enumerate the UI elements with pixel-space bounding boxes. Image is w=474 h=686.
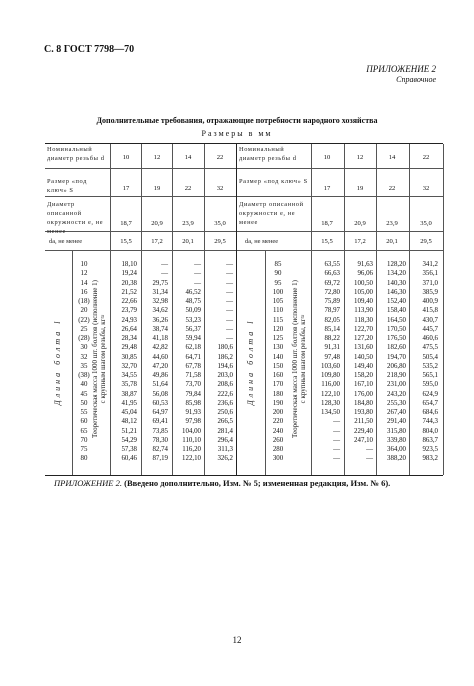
bolt-length-cell: 50: [80, 399, 88, 407]
mass-cell: 218,90: [387, 372, 406, 379]
mass-cell: 194,6: [217, 362, 233, 370]
mass-label-left-1: Теоретическая масса 1000 шт. болтов (исполнение 1): [91, 280, 99, 438]
mass-cell: 69,41: [152, 418, 168, 426]
mass-cell: 158,40: [387, 307, 406, 315]
bolt-length-cell: (22): [78, 316, 90, 324]
mass-cell: —: [226, 316, 233, 324]
mass-cell: 32,98: [152, 298, 168, 305]
mass-cell: 82,74: [152, 446, 168, 453]
key-value: 32: [216, 185, 224, 192]
mass-cell: 923,5: [422, 446, 438, 453]
mass-cell: 243,20: [387, 390, 406, 398]
mass-cell: 296,4: [217, 436, 233, 444]
mass-cell: 73,85: [152, 427, 168, 435]
mass-cell: 59,94: [185, 335, 201, 342]
bolt-length-cell: 180: [272, 390, 284, 398]
thread-value: 22: [216, 154, 224, 161]
bolt-length-cell: 20: [80, 307, 88, 315]
bolt-length-cell: 200: [272, 409, 284, 416]
diameter-value: 23,9: [386, 220, 398, 227]
mass-cell: 85,98: [185, 399, 201, 407]
mass-cell: 29,75: [152, 279, 168, 287]
bolt-length-cell: 260: [272, 436, 284, 444]
mass-cell: 48,75: [185, 298, 201, 305]
length-column-left: [72, 260, 96, 464]
mass-cell: 146,30: [387, 288, 406, 296]
mass-cell: 356,1: [422, 270, 438, 278]
mass-cell: 415,8: [422, 307, 438, 315]
mass-cell: —: [194, 279, 201, 287]
bolt-length-cell: 110: [272, 307, 284, 315]
mass-cell: 863,7: [422, 436, 438, 444]
mass-cell: 42,82: [152, 344, 168, 352]
appendix-subtitle: Справочное: [396, 75, 436, 84]
bolt-length-cell: 14: [80, 279, 88, 287]
mass-cell: —: [226, 288, 233, 296]
bolt-length-cell: (38): [78, 372, 90, 379]
mass-cell: 63,55: [324, 261, 340, 268]
bolt-length-cell: 130: [272, 344, 284, 352]
units-caption: Размеры в мм: [201, 129, 273, 138]
mass-cell: 341,2: [422, 261, 438, 268]
da-value: 17,2: [151, 238, 163, 245]
bolt-length-cell: 120: [272, 325, 284, 333]
mass-cell: 60,53: [152, 399, 168, 407]
mass-cell: 206,80: [387, 362, 406, 370]
thread-value: 10: [323, 154, 331, 161]
mass-cell: 88,22: [324, 335, 340, 342]
mass-cell: 24,93: [121, 316, 137, 324]
mass-cell: 49,86: [152, 372, 168, 379]
diameter-value: 20,9: [354, 220, 366, 227]
mass-cell: 20,38: [121, 279, 137, 287]
mass-cell: —: [366, 446, 373, 453]
key-value: 17: [323, 185, 331, 192]
mass-cell: 100,50: [354, 279, 373, 287]
mass-cell: 51,21: [121, 427, 137, 435]
mass-cell: 30,85: [121, 353, 137, 361]
thread-value: 12: [153, 154, 161, 161]
mass-cell: 45,04: [121, 409, 137, 416]
mass-cell: 122,70: [354, 325, 373, 333]
mass-cell: 69,72: [324, 279, 340, 287]
mass-cell: —: [161, 270, 168, 278]
bolt-length-cell: 75: [80, 446, 88, 453]
diameter-value: 23,9: [182, 220, 194, 227]
mass-cell: 167,10: [354, 381, 373, 389]
diameter-value: 35,0: [214, 220, 226, 227]
thread-label-right: Номинальный диаметр резьбы d: [239, 146, 297, 162]
mass-cell: 29,48: [121, 344, 137, 352]
mass-cell: 41,95: [121, 399, 137, 407]
mass-cell: 339,80: [387, 436, 406, 444]
bolt-length-cell: 40: [80, 381, 88, 389]
mass-cell: 64,71: [185, 353, 201, 361]
mass-cell: 535,2: [422, 362, 438, 370]
mass-cell: 110,10: [182, 436, 201, 444]
mass-cell: 164,50: [387, 316, 406, 324]
mass-cell: 44,60: [152, 353, 168, 361]
mass-cell: 184,80: [354, 399, 373, 407]
mass-cell: 385,9: [422, 288, 438, 296]
mass-cell: —: [366, 455, 373, 463]
mass-cell: 475,5: [422, 344, 438, 352]
mass-cell: 194,70: [387, 353, 406, 361]
mass-cell: 105,00: [354, 288, 373, 296]
mass-cell: 388,20: [387, 455, 406, 463]
mass-cell: 35,78: [121, 381, 137, 389]
mass-cell: 72,80: [324, 288, 340, 296]
mass-cell: 311,3: [217, 446, 233, 453]
bolt-length-cell: 60: [80, 418, 88, 426]
mass-cell: 565,1: [422, 372, 438, 379]
thread-value: 10: [122, 154, 130, 161]
mass-cell: 176,00: [354, 390, 373, 398]
mass-cell: 96,06: [357, 270, 373, 278]
mass-cell: 505,4: [422, 353, 438, 361]
mass-cell: 31,34: [152, 288, 168, 296]
bolt-length-cell: 25: [80, 325, 88, 333]
key-value: 19: [153, 185, 161, 192]
bolt-length-cell: 190: [272, 399, 284, 407]
mass-cell: 91,93: [185, 409, 201, 416]
key-label-right: Размер «под ключ» S: [239, 178, 308, 185]
bolt-length-cell: 12: [80, 270, 88, 278]
mass-cell: 654,7: [422, 399, 438, 407]
bolt-length-cell: 65: [80, 427, 88, 435]
key-value: 22: [184, 185, 192, 192]
bolt-length-cell: 105: [272, 298, 284, 305]
page-number: 12: [232, 635, 242, 645]
da-value: 17,2: [354, 238, 366, 245]
da-value: 15,5: [120, 238, 132, 245]
da-value: 15,5: [321, 238, 333, 245]
mass-cell: 176,50: [387, 335, 406, 342]
mass-cell: 97,98: [185, 418, 201, 426]
diameter-value: 18,7: [120, 220, 132, 227]
mass-cell: 62,18: [185, 344, 201, 352]
key-label-left: Размер «под ключ» S: [47, 178, 87, 194]
bolt-length-cell: 35: [80, 362, 88, 370]
bolt-length-cell: 125: [272, 335, 284, 342]
mass-cell: 34,62: [152, 307, 168, 315]
mass-cell: 50,09: [185, 307, 201, 315]
mass-cell: 315,80: [387, 427, 406, 435]
mass-cell: 208,6: [217, 381, 233, 389]
mass-cell: —: [333, 427, 340, 435]
diameter-label-left: Диаметр описанной окружности e, не менее: [47, 201, 104, 235]
mass-cell: 193,80: [354, 409, 373, 416]
mass-cell: 266,5: [217, 418, 233, 426]
mass-cell: 128,30: [321, 399, 340, 407]
mass-label-left-2: с крупным шагом резьбы, кг≈: [99, 314, 107, 404]
bolt-length-cell: 150: [272, 362, 284, 370]
mass-cell: 140,50: [354, 353, 373, 361]
mass-cell: 236,6: [217, 399, 233, 407]
mass-column: [205, 260, 233, 464]
mass-cell: 28,34: [121, 335, 137, 342]
mass-cell: 180,6: [217, 344, 233, 352]
mass-cell: 326,2: [217, 455, 233, 463]
diameter-label-right: Диаметр описанной окружности e, не менее: [239, 201, 304, 226]
note-text: (Введено дополнительно, Изм. № 5; измененная редакция, Изм. № 6).: [122, 478, 391, 488]
mass-label-right-1: Теоретическая масса 1000 шт. болтов (исполнение 1): [291, 280, 299, 438]
mass-cell: 104,00: [182, 427, 201, 435]
mass-cell: —: [333, 446, 340, 453]
mass-cell: 684,6: [422, 409, 438, 416]
mass-cell: 23,79: [121, 307, 137, 315]
mass-cell: 109,80: [321, 372, 340, 379]
mass-cell: 152,40: [387, 298, 406, 305]
mass-cell: 109,40: [354, 298, 373, 305]
mass-cell: 75,89: [324, 298, 340, 305]
length-label-right: Длина болта l: [246, 318, 255, 406]
mass-cell: 79,84: [185, 390, 201, 398]
mass-cell: 267,40: [387, 409, 406, 416]
key-value: 17: [122, 185, 130, 192]
mass-cell: —: [333, 455, 340, 463]
mass-cell: 87,19: [152, 455, 168, 463]
mass-cell: 34,55: [121, 372, 137, 379]
mass-cell: 229,40: [354, 427, 373, 435]
appendix-title: ПРИЛОЖЕНИЕ 2: [366, 64, 436, 74]
bolt-length-cell: 100: [272, 288, 284, 296]
bolt-length-cell: 280: [272, 446, 284, 453]
mass-cell: 66,63: [324, 270, 340, 278]
bolt-length-cell: 220: [272, 418, 284, 426]
mass-cell: 60,46: [121, 455, 137, 463]
diameter-value: 35,0: [420, 220, 432, 227]
mass-cell: 371,0: [422, 279, 438, 287]
mass-cell: 149,40: [354, 362, 373, 370]
mass-cell: 18,10: [121, 261, 137, 268]
da-value: 29,5: [420, 238, 432, 245]
mass-cell: 127,20: [354, 335, 373, 342]
mass-cell: 250,6: [217, 409, 233, 416]
bolt-length-cell: 10: [80, 261, 88, 268]
mass-cell: 78,97: [324, 307, 340, 315]
mass-label-right-2: с крупным шагом резьбы, кг≈: [299, 314, 307, 404]
mass-cell: 91,63: [357, 261, 373, 268]
mass-cell: —: [226, 325, 233, 333]
bolt-length-cell: 85: [274, 261, 282, 268]
mass-cell: 85,14: [324, 325, 340, 333]
mass-cell: —: [226, 307, 233, 315]
da-value: 20,1: [386, 238, 398, 245]
mass-column: [111, 260, 137, 464]
bolt-length-cell: 32: [80, 353, 88, 361]
mass-cell: 47,20: [152, 362, 168, 370]
key-value: 32: [422, 185, 430, 192]
mass-cell: 186,2: [217, 353, 233, 361]
running-header: С. 8 ГОСТ 7798—70: [44, 44, 135, 55]
mass-cell: 103,60: [321, 362, 340, 370]
mass-cell: 134,50: [321, 409, 340, 416]
mass-cell: 73,70: [185, 381, 201, 389]
mass-cell: 113,90: [354, 307, 373, 315]
length-label-left: Длина болта l: [53, 318, 62, 406]
mass-cell: 118,30: [354, 316, 373, 324]
mass-cell: —: [226, 270, 233, 278]
bolt-length-cell: 90: [274, 270, 282, 278]
thread-value: 12: [356, 154, 364, 161]
mass-cell: 804,0: [422, 427, 438, 435]
bolt-length-cell: 55: [80, 409, 88, 416]
bolt-length-cell: (18): [78, 298, 90, 305]
mass-cell: 134,20: [387, 270, 406, 278]
mass-cell: —: [226, 279, 233, 287]
mass-cell: 82,05: [324, 316, 340, 324]
mass-cell: 56,08: [152, 390, 168, 398]
mass-cell: 460,6: [422, 335, 438, 342]
thread-value: 14: [184, 154, 192, 161]
bolt-table: [45, 143, 443, 476]
mass-cell: 203,0: [217, 372, 233, 379]
length-column-right: [265, 260, 291, 464]
mass-cell: —: [194, 261, 201, 268]
bolt-length-cell: 160: [272, 372, 284, 379]
mass-cell: 131,60: [354, 344, 373, 352]
mass-cell: 182,60: [387, 344, 406, 352]
thread-value: 22: [422, 154, 430, 161]
da-label-right: da, не менее: [245, 238, 279, 245]
mass-cell: 46,52: [185, 288, 201, 296]
mass-cell: 26,64: [121, 325, 137, 333]
bolt-length-cell: (28): [78, 335, 90, 342]
mass-cell: 22,66: [121, 298, 137, 305]
mass-cell: 36,26: [152, 316, 168, 324]
bolt-length-cell: 45: [80, 390, 88, 398]
key-value: 22: [388, 185, 396, 192]
mass-cell: 38,74: [152, 325, 168, 333]
bolt-length-cell: 95: [274, 279, 282, 287]
mass-cell: 19,24: [121, 270, 137, 278]
mass-column: [142, 260, 168, 464]
mass-cell: 54,29: [121, 436, 137, 444]
mass-cell: 78,30: [152, 436, 168, 444]
bolt-length-cell: 300: [272, 455, 284, 463]
mass-cell: —: [194, 270, 201, 278]
mass-cell: 57,38: [121, 446, 137, 453]
mass-cell: 281,4: [217, 427, 233, 435]
bolt-length-cell: 30: [80, 344, 88, 352]
diameter-value: 18,7: [321, 220, 333, 227]
mass-cell: 624,9: [422, 390, 438, 398]
mass-cell: —: [333, 436, 340, 444]
mass-cell: 291,40: [387, 418, 406, 426]
mass-cell: 122,10: [182, 455, 201, 463]
mass-cell: 744,3: [422, 418, 438, 426]
mass-cell: 97,48: [324, 353, 340, 361]
mass-cell: —: [226, 335, 233, 342]
mass-cell: —: [226, 261, 233, 268]
amendment-note: [54, 478, 390, 488]
note-prefix: ПРИЛОЖЕНИЕ 2.: [54, 478, 122, 488]
mass-cell: 445,7: [422, 325, 438, 333]
mass-cell: 38,87: [121, 390, 137, 398]
bolt-length-cell: 170: [272, 381, 284, 389]
thread-label-left: Номинальный диаметр резьбы d: [47, 146, 105, 162]
mass-cell: 231,00: [387, 381, 406, 389]
thread-value: 14: [388, 154, 396, 161]
mass-cell: 400,9: [422, 298, 438, 305]
mass-cell: 983,2: [422, 455, 438, 463]
da-label-left: da, не менее: [49, 238, 83, 245]
mass-cell: 91,31: [324, 344, 340, 352]
mass-cell: 595,0: [422, 381, 438, 389]
key-value: 19: [356, 185, 364, 192]
bolt-length-cell: 16: [80, 288, 88, 296]
mass-cell: 222,6: [217, 390, 233, 398]
da-value: 29,5: [214, 238, 226, 245]
mass-cell: —: [226, 298, 233, 305]
mass-cell: 71,58: [185, 372, 201, 379]
mass-column: [345, 260, 373, 464]
mass-cell: 211,50: [354, 418, 373, 426]
mass-cell: 255,30: [387, 399, 406, 407]
mass-cell: 128,20: [387, 261, 406, 268]
mass-column: [410, 260, 438, 464]
mass-cell: 122,10: [321, 390, 340, 398]
bolt-length-cell: 240: [272, 427, 284, 435]
mass-cell: 67,78: [185, 362, 201, 370]
mass-cell: 53,23: [185, 316, 201, 324]
bolt-length-cell: 80: [80, 455, 88, 463]
bolt-length-cell: 70: [80, 436, 88, 444]
mass-cell: 364,00: [387, 446, 406, 453]
mass-cell: 51,64: [152, 381, 168, 389]
mass-cell: 116,20: [182, 446, 201, 453]
diameter-value: 20,9: [151, 220, 163, 227]
mass-cell: —: [333, 418, 340, 426]
mass-column: [377, 260, 406, 464]
da-value: 20,1: [182, 238, 194, 245]
mass-cell: 48,12: [121, 418, 137, 426]
mass-cell: 247,10: [354, 436, 373, 444]
mass-cell: 116,00: [321, 381, 340, 389]
mass-column: [312, 260, 340, 464]
mass-cell: 32,70: [121, 362, 137, 370]
mass-cell: 56,37: [185, 325, 201, 333]
mass-column: [173, 260, 201, 464]
mass-cell: 21,52: [121, 288, 137, 296]
mass-cell: 430,7: [422, 316, 438, 324]
mass-cell: 140,30: [387, 279, 406, 287]
mass-cell: 158,20: [354, 372, 373, 379]
mass-cell: 64,97: [152, 409, 168, 416]
table-title: Дополнительные требования, отражающие потребности народного хозяйства: [96, 116, 378, 125]
mass-cell: 170,50: [387, 325, 406, 333]
mass-cell: —: [161, 261, 168, 268]
bolt-length-cell: 115: [272, 316, 284, 324]
mass-cell: 41,18: [152, 335, 168, 342]
bolt-length-cell: 140: [272, 353, 284, 361]
